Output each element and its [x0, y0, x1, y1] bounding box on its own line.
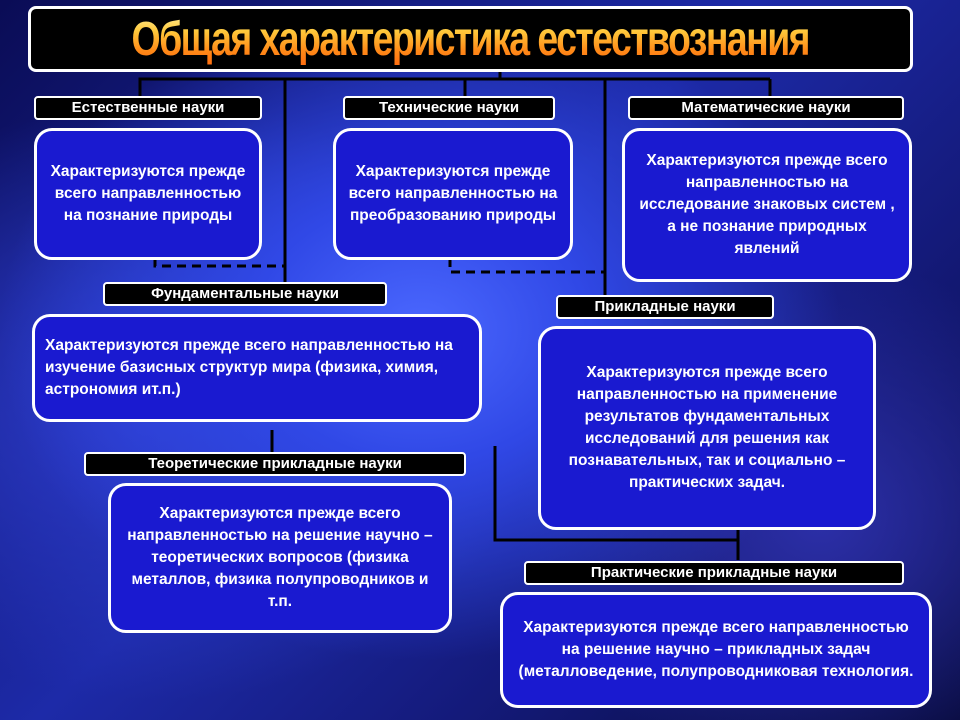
- label-technical-sciences: Технические науки: [343, 96, 555, 120]
- label-applied-sciences: Прикладные науки: [556, 295, 774, 319]
- text-mathematical-sciences: Характеризуются прежде всего направленностью на исследование знаковых систем , а не познание природных явлений: [639, 152, 895, 257]
- box-fundamental-sciences: [32, 314, 482, 422]
- text-theoretical-applied-sciences: Характеризуются прежде всего направленностью на решение научно – теоретических вопросов (физика металлов, физика полупроводников и т.п.: [127, 505, 433, 610]
- label-theoretical-applied-sciences: Теоретические прикладные науки: [84, 452, 466, 476]
- title-banner: [28, 6, 913, 72]
- label-practical-applied-sciences: Практические прикладные науки: [524, 561, 904, 585]
- box-technical-sciences: [333, 128, 573, 260]
- box-theoretical-applied-sciences: [108, 483, 452, 633]
- box-mathematical-sciences: [622, 128, 912, 282]
- box-practical-applied-sciences: [500, 592, 932, 708]
- text-technical-sciences: Характеризуются прежде всего направленностью на преобразованию природы: [348, 163, 558, 224]
- text-practical-applied-sciences: Характеризуются прежде всего направленностью на решение научно – прикладных задач (металловедение, полупроводниковая технология.: [518, 619, 914, 680]
- dashed-link-technical-applied: [450, 258, 605, 272]
- page-title: Общая характеристика естествознания: [131, 12, 810, 66]
- label-fundamental-sciences: Фундаментальные науки: [103, 282, 387, 306]
- box-applied-sciences: [538, 326, 876, 530]
- label-mathematical-sciences: Математические науки: [628, 96, 904, 120]
- text-natural-sciences: Характеризуются прежде всего направленностью на познание природы: [50, 163, 246, 224]
- text-applied-sciences: Характеризуются прежде всего направленностью на применение результатов фундаментальных исследований для решения как познавательных, так и социально – практических задач.: [568, 364, 846, 491]
- text-fundamental-sciences: Характеризуются прежде всего направленностью на изучение базисных структур мира (физика, химия, астрономия ит.п.): [45, 337, 453, 398]
- box-natural-sciences: [34, 128, 262, 260]
- connector-top-bus: [140, 79, 770, 96]
- label-natural-sciences: Естественные науки: [34, 96, 262, 120]
